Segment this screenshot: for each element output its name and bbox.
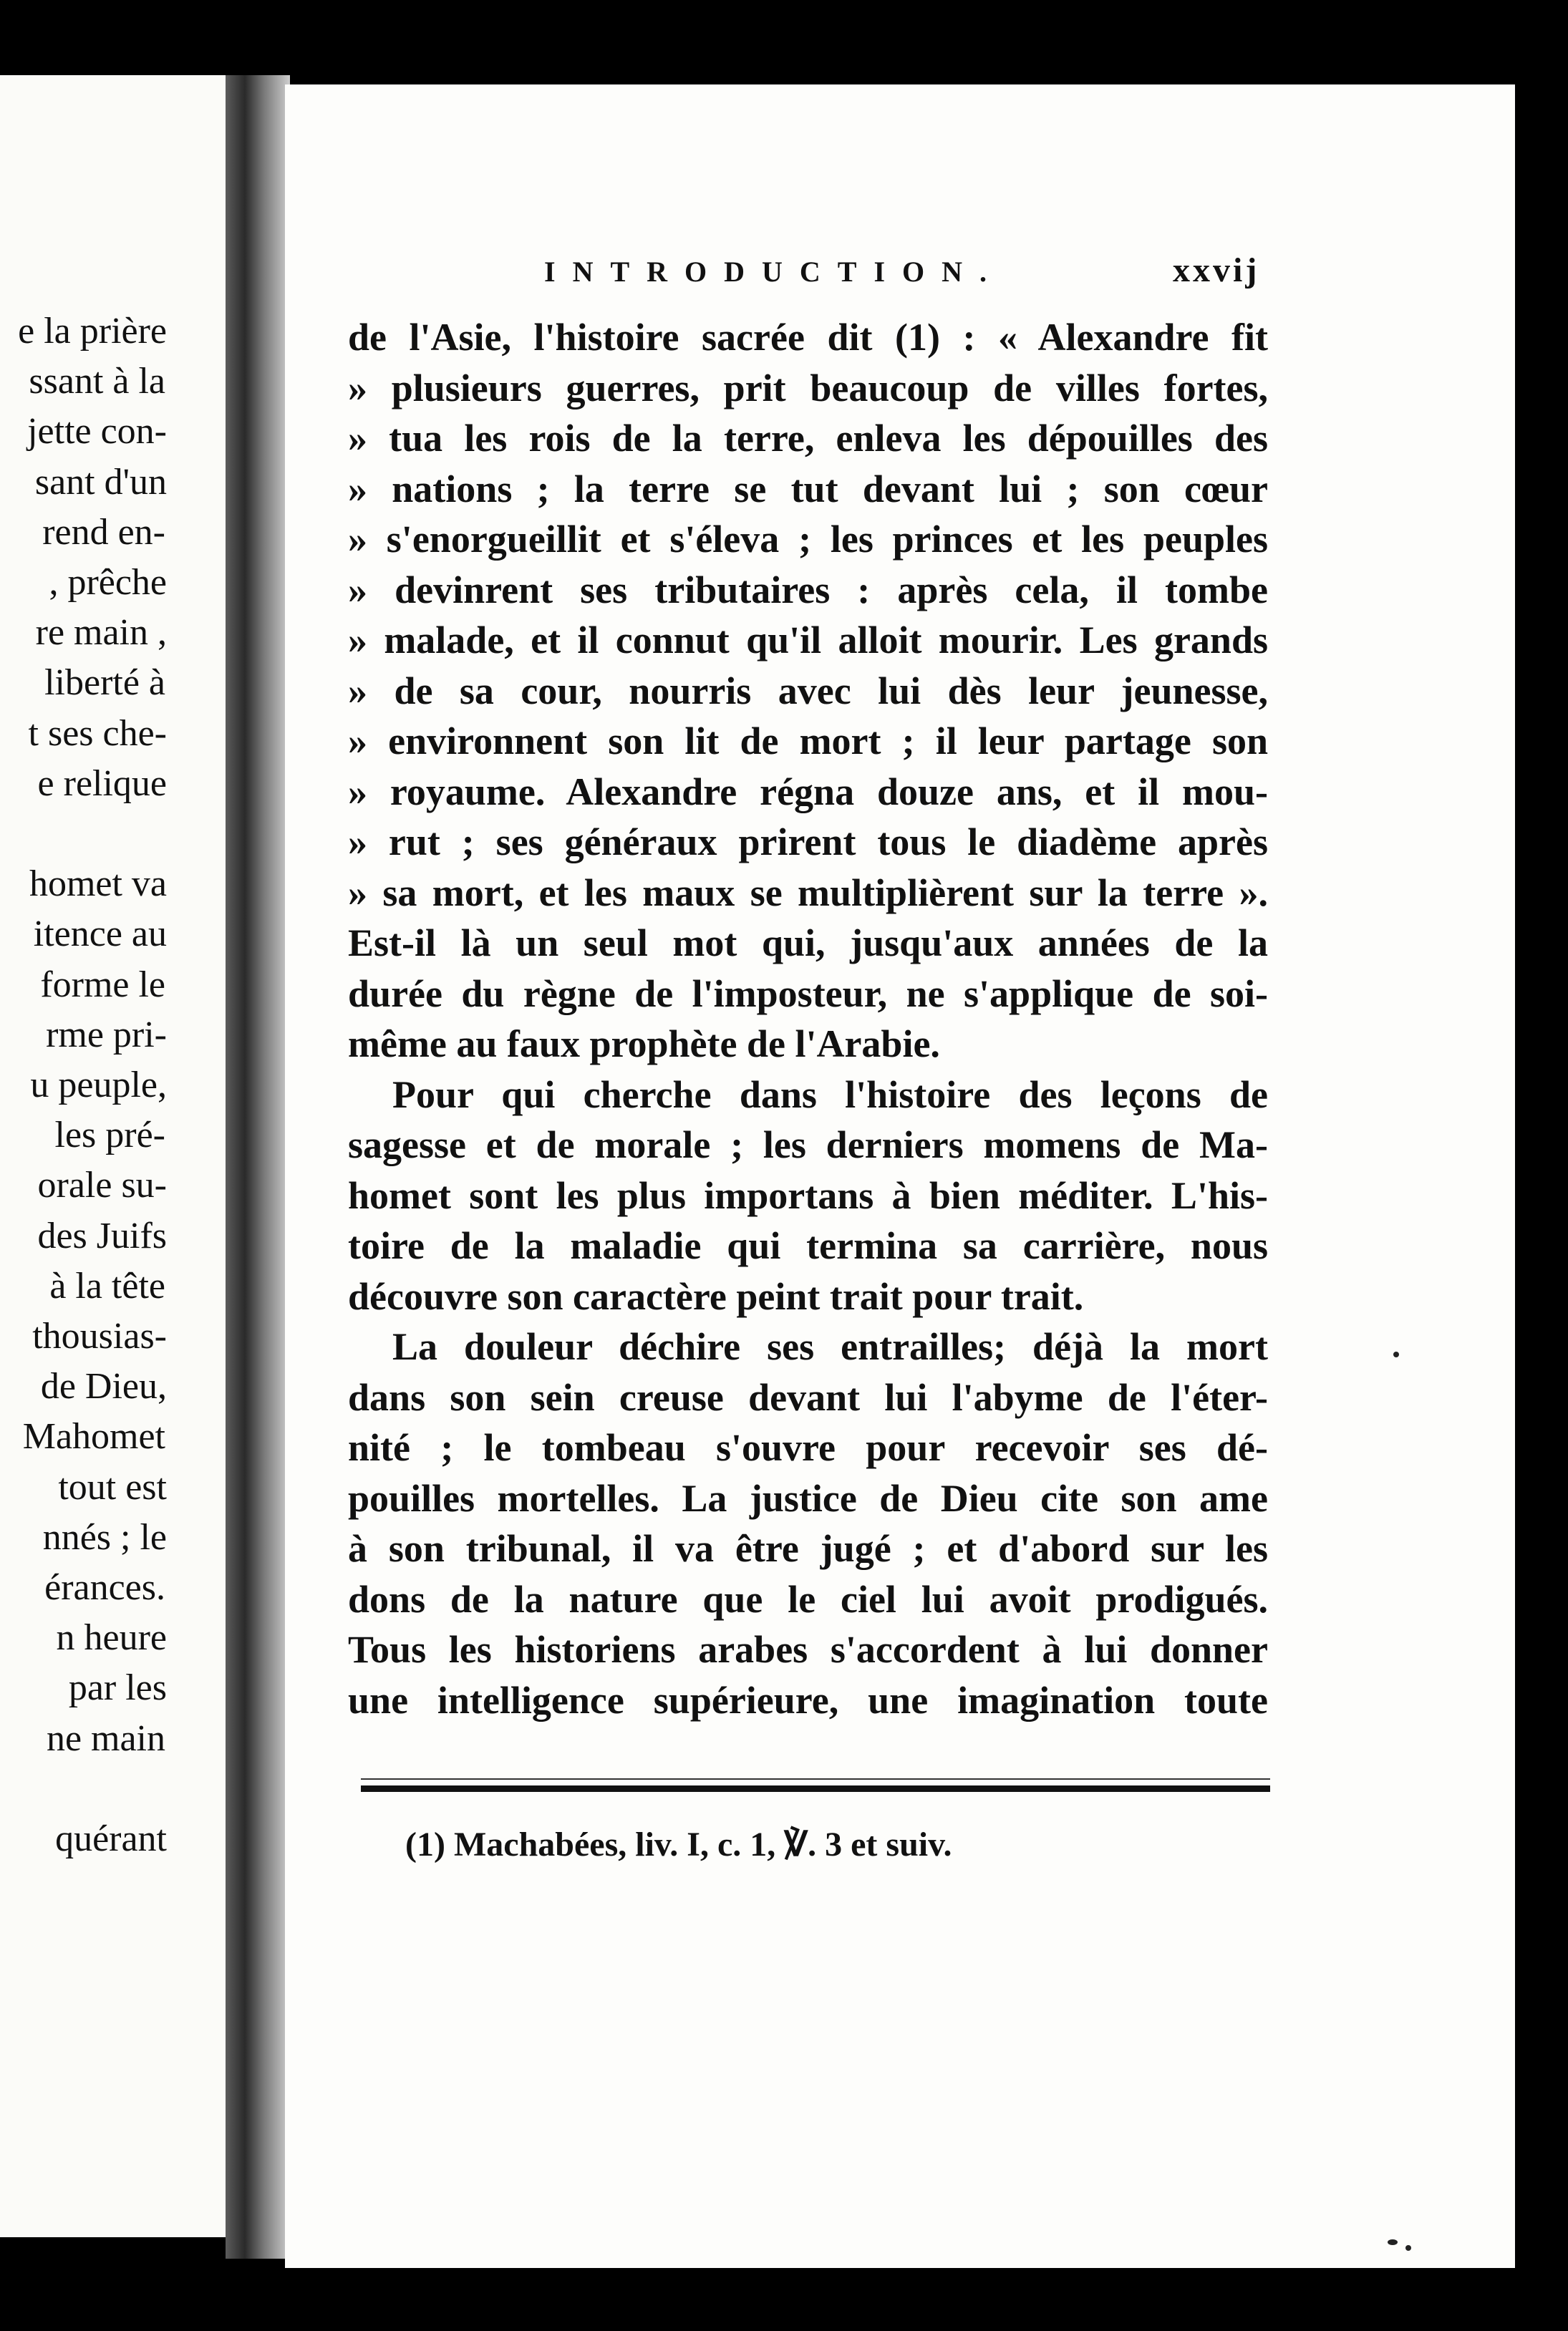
page-number: xxvij [1173,251,1260,289]
text-line: nité ; le tombeau s'ouvre pour recevoir ses dé- [348,1426,1268,1469]
text-line: » royaume. Alexandre régna douze ans, et il mou- [348,770,1268,813]
running-head [285,251,1515,312]
text-line: » s'enorgueillit et s'éleva ; les princes et les peuples [348,518,1268,561]
text-line: découvre son caractère peint trait pour trait. [348,1274,1084,1318]
footnote-rule [361,1785,1270,1792]
text-line: sagesse et de morale ; les derniers momens de Ma- [348,1123,1268,1166]
left-page-line: e relique [37,762,167,804]
left-page-line: sant d'un [34,461,167,503]
text-line: Est-il là un seul mot qui, jusqu'aux années de la [348,921,1268,964]
text-line: » sa mort, et les maux se multiplièrent sur la terre ». [348,871,1268,914]
right-page [285,84,1515,2268]
left-page-line: Mahomet [22,1416,165,1458]
text-line: La douleur déchire ses entrailles; déjà la mort [392,1325,1268,1368]
text-line: une intelligence supérieure, une imagination toute [348,1678,1268,1722]
text-line: » devinrent ses tributaires : après cela, il tombe [348,568,1268,611]
left-page-line: ssant à la [29,361,165,402]
text-line: » rut ; ses généraux prirent tous le diadème après [348,820,1268,863]
left-page-line: nnés ; le [42,1516,167,1558]
left-page-fragment [0,75,226,2237]
left-page-line: rend en- [42,511,165,553]
text-line: homet sont les plus importans à bien méditer. L'his- [348,1173,1268,1217]
book-gutter [226,75,290,2259]
left-page-line: liberté à [44,662,165,704]
paragraph-3 [348,1322,1268,1725]
left-page-line: t ses che- [28,712,167,754]
left-page-line: u peuple, [30,1065,167,1105]
left-page-line: e la prière [18,311,167,352]
text-line: » de sa cour, nourris avec lui dès leur jeunesse, [348,669,1268,712]
text-line: à son tribunal, il va être jugé ; et d'abord sur les [348,1527,1268,1570]
text-line: » tua les rois de la terre, enleva les dépouilles des [348,417,1268,460]
text-line: Pour qui cherche dans l'histoire des leçons de [392,1072,1268,1116]
left-page-line: quérant [55,1818,167,1859]
text-line: » plusieurs guerres, prit beaucoup de villes fortes, [348,366,1268,410]
text-line: durée du règne de l'imposteur, ne s'applique de soi- [348,971,1268,1015]
left-page-line: n heure [56,1617,167,1659]
left-page-line: de Dieu, [40,1366,167,1407]
text-line: dons de la nature que le ciel lui avoit prodigués. [348,1577,1268,1621]
left-page-line: orale su- [37,1165,167,1206]
left-page-line: , prêche [49,562,167,603]
text-line: toire de la maladie qui termina sa carrière, nous [348,1224,1268,1267]
left-page-line: itence au [33,914,167,955]
ink-speck [1405,2245,1411,2251]
left-page-line: à la tête [49,1265,165,1307]
left-page-line: re main , [35,612,167,654]
text-line: Tous les historiens arabes s'accordent à lui donner [348,1628,1268,1671]
paragraph-2 [348,1070,1268,1322]
left-page-line: homet va [29,863,167,905]
text-line: dans son sein creuse devant lui l'abyme de l'éter- [348,1375,1268,1419]
left-page-line: des Juifs [37,1215,167,1256]
left-page-line: érances. [44,1567,165,1608]
footnote: (1) Machabées, liv. I, c. 1, ℣. 3 et suiv. [405,1826,952,1864]
left-page-line: forme le [40,964,165,1005]
paragraph-1 [348,312,1268,1070]
left-page-line: ne main [46,1717,165,1759]
left-page-line: tout est [58,1466,167,1508]
text-line: » nations ; la terre se tut devant lui ; son cœur [348,467,1268,510]
footnote-rule-thin [361,1778,1270,1780]
ink-speck [1393,1352,1399,1357]
left-page-line: jette con- [27,411,167,452]
left-page-line: rme pri- [46,1014,167,1055]
body-text [348,312,1268,1725]
text-line: » environnent son lit de mort ; il leur partage son [348,719,1268,762]
text-line: » malade, et il connut qu'il alloit mourir. Les grands [348,619,1268,662]
left-page-line: thousias- [32,1316,167,1357]
text-line: de l'Asie, l'histoire sacrée dit (1) : « Alexandre fit [348,316,1268,359]
text-line: même au faux prophète de l'Arabie. [348,1022,940,1065]
running-head-title: INTRODUCTION. [544,256,1005,288]
left-page-line: par les [68,1667,167,1709]
ink-speck [1388,2239,1398,2245]
left-page-line: les pré- [54,1115,165,1156]
text-line: pouilles mortelles. La justice de Dieu cite son ame [348,1476,1268,1520]
